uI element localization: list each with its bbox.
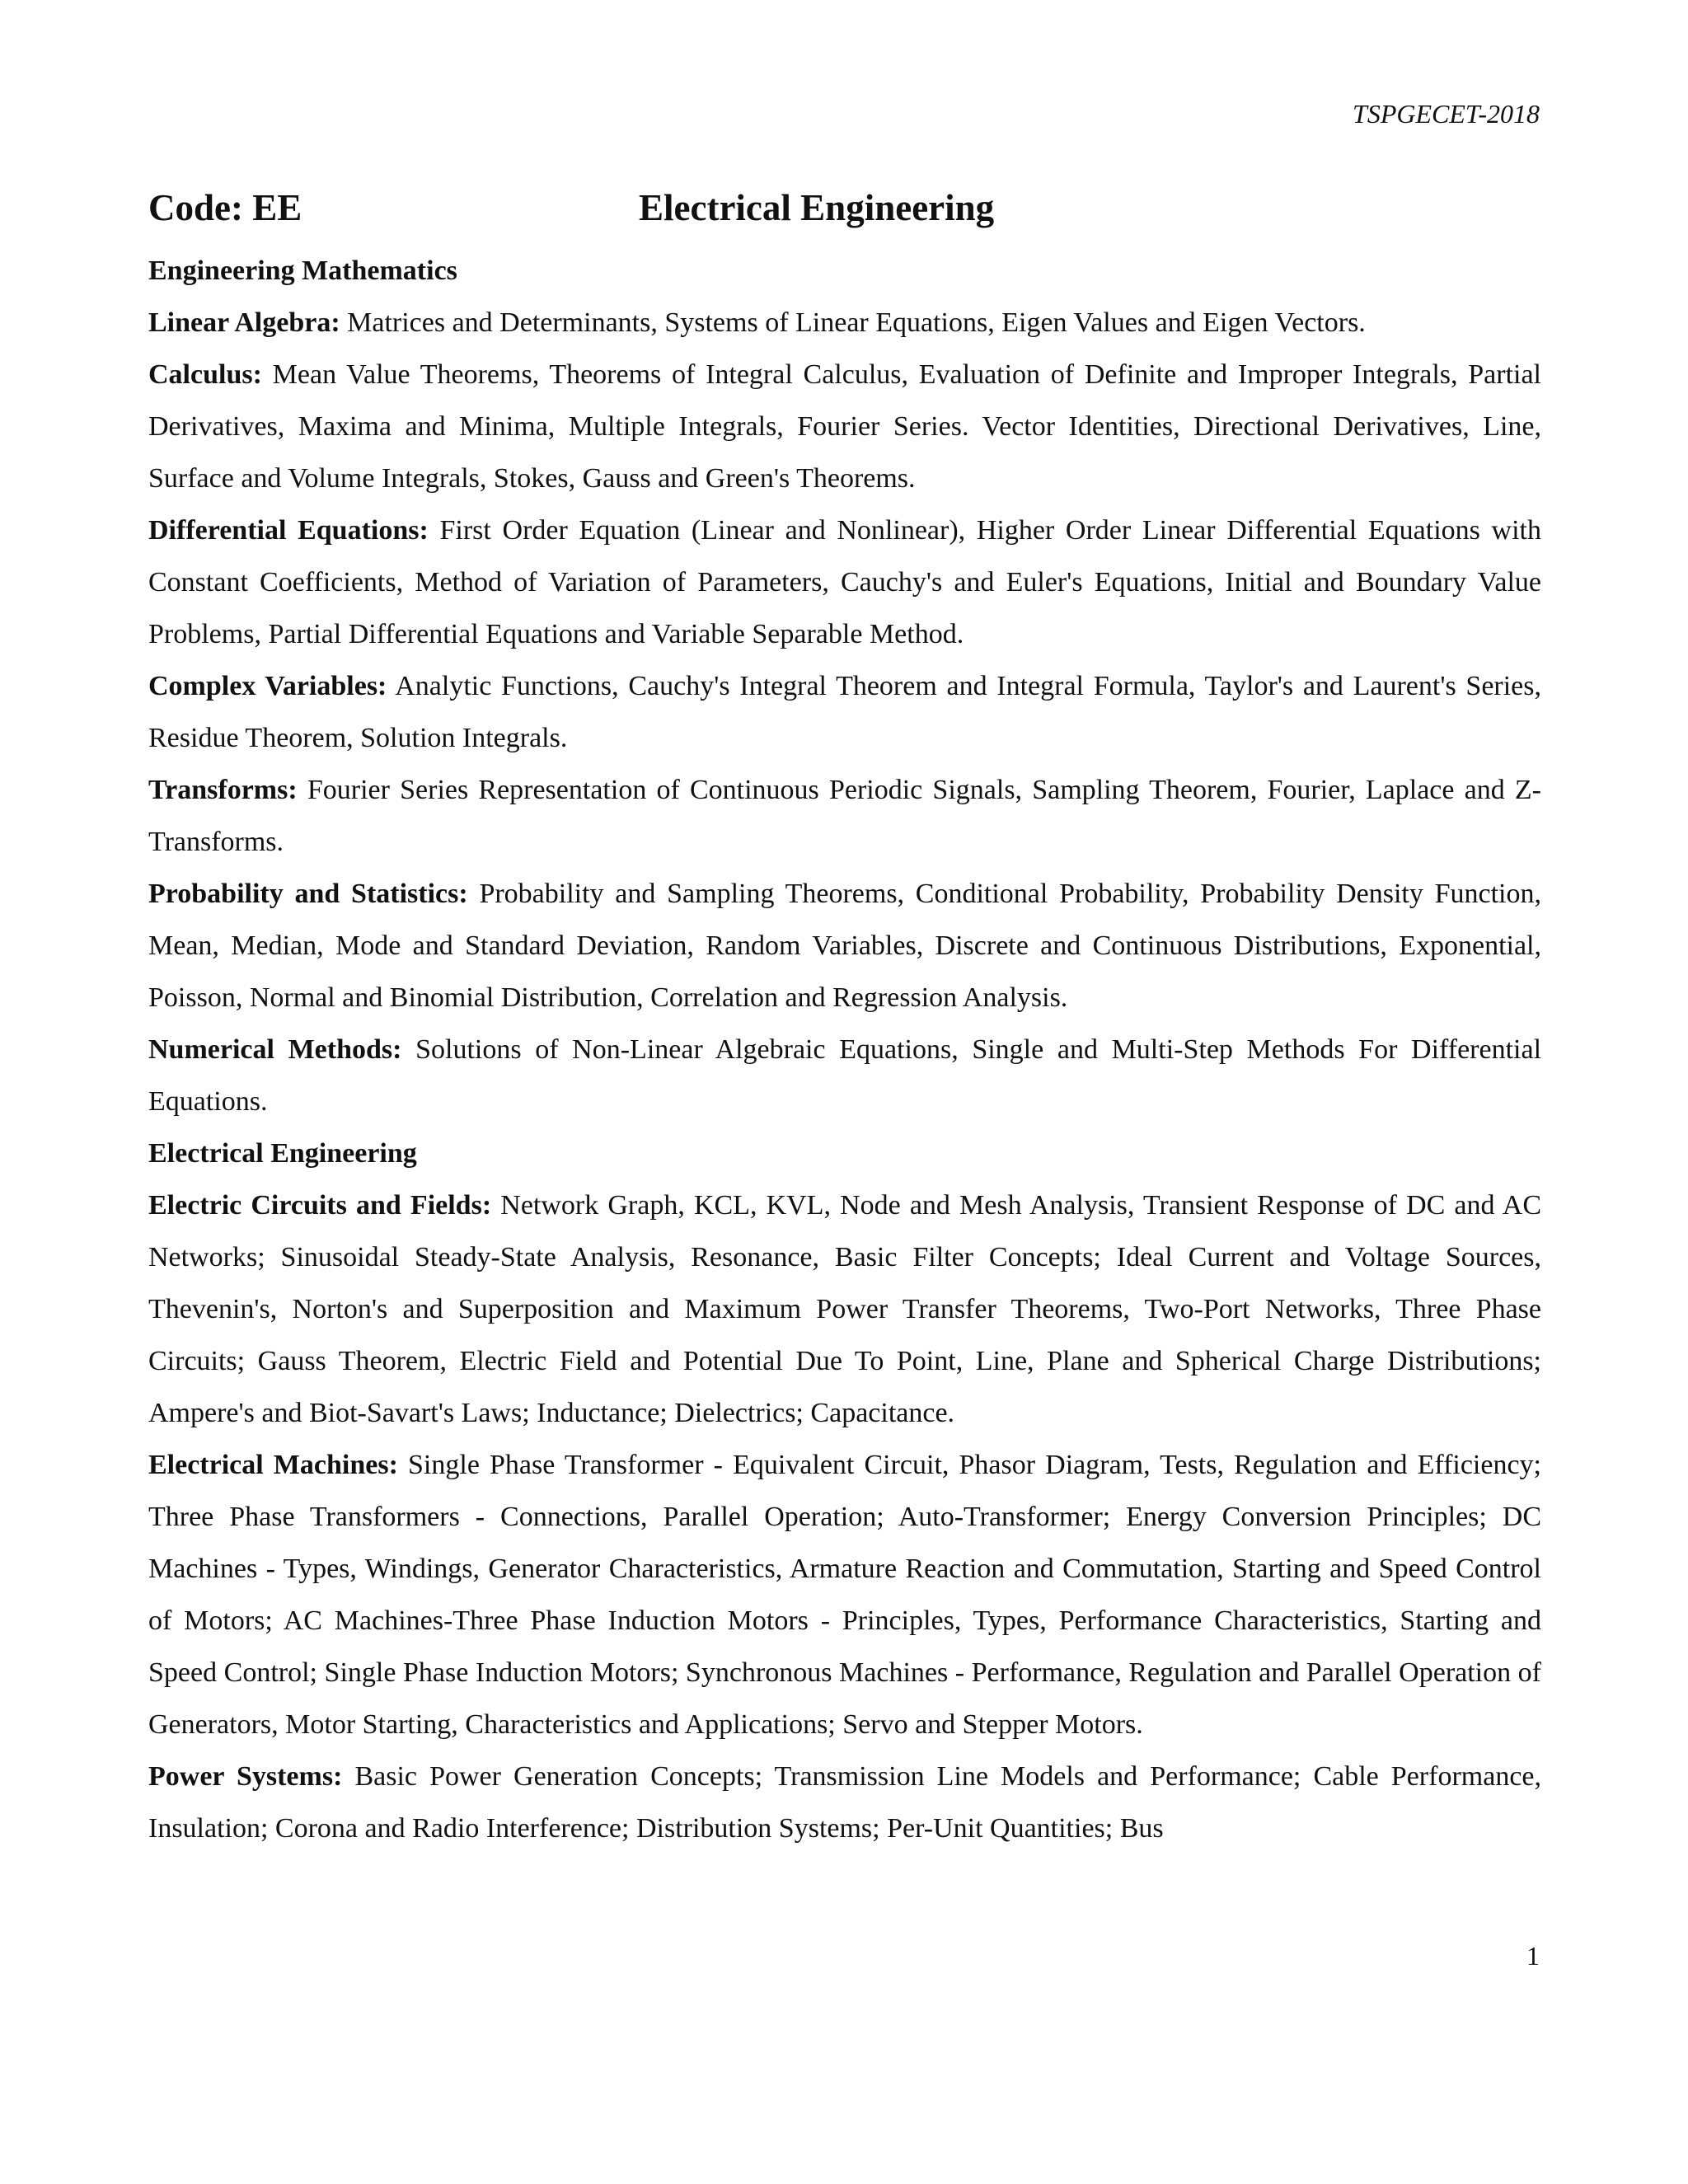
topic-differential-equations <box>148 504 1541 660</box>
topic-complex-variables <box>148 660 1541 764</box>
topic-text: Solutions of Non-Linear Algebraic Equations, Single and Multi-Step Methods For Differential Equations. <box>148 1034 1542 1117</box>
topic-numerical-methods <box>148 1024 1541 1127</box>
page-title-row <box>148 183 1541 232</box>
syllabus-content <box>148 245 1541 1854</box>
section-heading-electrical-engineering: Electrical Engineering <box>148 1138 417 1169</box>
topic-text: Matrices and Determinants, Systems of Linear Equations, Eigen Values and Eigen Vectors. <box>347 307 1366 338</box>
topic-transforms <box>148 764 1541 868</box>
topic-probability-and-statistics <box>148 868 1541 1024</box>
topic-electrical-machines <box>148 1439 1541 1750</box>
subject-code: Code: EE <box>148 187 302 228</box>
topic-linear-algebra <box>148 297 1541 349</box>
topic-power-systems <box>148 1750 1541 1854</box>
topic-label: Power Systems: <box>148 1761 343 1792</box>
topic-text: Single Phase Transformer - Equivalent Circuit, Phasor Diagram, Tests, Regulation and Efficiency; Three Phase Transformers - Connections, Parallel Operation; Auto-Transformer; Energy Conversion Principles; DC Machines - Types, Windings, Generator Characteristics, Armature Reaction and Commutation, Starting and Speed Control of Motors; AC Machines-Three Phase Induction Motors - Principles, Types, Performance Characteristics, Starting and Speed Control; Single Phase Induction Motors; Synchronous Machines - Performance, Regulation and Parallel Operation of Generators, Motor Starting, Characteristics and Applications; Servo and Stepper Motors. <box>148 1450 1541 1740</box>
topic-label: Complex Variables: <box>148 671 387 701</box>
topic-text: Network Graph, KCL, KVL, Node and Mesh Analysis, Transient Response of DC and AC Networks; Sinusoidal Steady-State Analysis, Resonance, Basic Filter Concepts; Ideal Current and Voltage Sources, Thevenin's, Norton's and Superposition and Maximum Power Transfer Theorems, Two-Port Networks, Three Phase Circuits; Gauss Theorem, Electric Field and Potential Due To Point, Line, Plane and Spherical Charge Distributions; Ampere's and Biot-Savart's Laws; Inductance; Dielectrics; Capacitance. <box>148 1190 1541 1428</box>
topic-text: Basic Power Generation Concepts; Transmission Line Models and Performance; Cable Performance, Insulation; Corona and Radio Interference; Distribution Systems; Per-Unit Quantities; Bus <box>148 1761 1541 1844</box>
topic-label: Numerical Methods: <box>148 1034 402 1065</box>
section-heading-engineering-mathematics: Engineering Mathematics <box>148 255 457 286</box>
topic-label: Calculus: <box>148 359 262 390</box>
topic-electric-circuits-and-fields <box>148 1179 1541 1439</box>
topic-label: Differential Equations: <box>148 515 429 546</box>
topic-label: Transforms: <box>148 775 298 805</box>
topic-label: Probability and Statistics: <box>148 879 468 909</box>
topic-text: Probability and Sampling Theorems, Conditional Probability, Probability Density Function, Mean, Median, Mode and Standard Deviation, Random Variables, Discrete and Continuous Distributions, Exponential, Poisson, Normal and Binomial Distribution, Correlation and Regression Analysis. <box>148 879 1541 1013</box>
topic-text: First Order Equation (Linear and Nonlinear), Higher Order Linear Differential Equations with Constant Coefficients, Method of Variation of Parameters, Cauchy's and Euler's Equations, Initial and Boundary Value Problems, Partial Differential Equations and Variable Separable Method. <box>148 515 1541 649</box>
running-header: TSPGECET-2018 <box>1353 99 1540 129</box>
topic-text: Fourier Series Representation of Continuous Periodic Signals, Sampling Theorem, Fourier, Laplace and Z-Transforms. <box>148 775 1541 857</box>
page-title: Electrical Engineering <box>639 187 995 228</box>
page-number: 1 <box>1526 1941 1540 1971</box>
topic-text: Analytic Functions, Cauchy's Integral Theorem and Integral Formula, Taylor's and Laurent's Series, Residue Theorem, Solution Integrals. <box>148 671 1541 753</box>
topic-label: Linear Algebra: <box>148 307 340 338</box>
topic-label: Electrical Machines: <box>148 1450 398 1480</box>
topic-calculus <box>148 349 1541 504</box>
topic-label: Electric Circuits and Fields: <box>148 1190 492 1221</box>
topic-text: Mean Value Theorems, Theorems of Integral Calculus, Evaluation of Definite and Improper Integrals, Partial Derivatives, Maxima and Minima, Multiple Integrals, Fourier Series. Vector Identities, Directional Derivatives, Line, Surface and Volume Integrals, Stokes, Gauss and Green's Theorems. <box>148 359 1542 494</box>
